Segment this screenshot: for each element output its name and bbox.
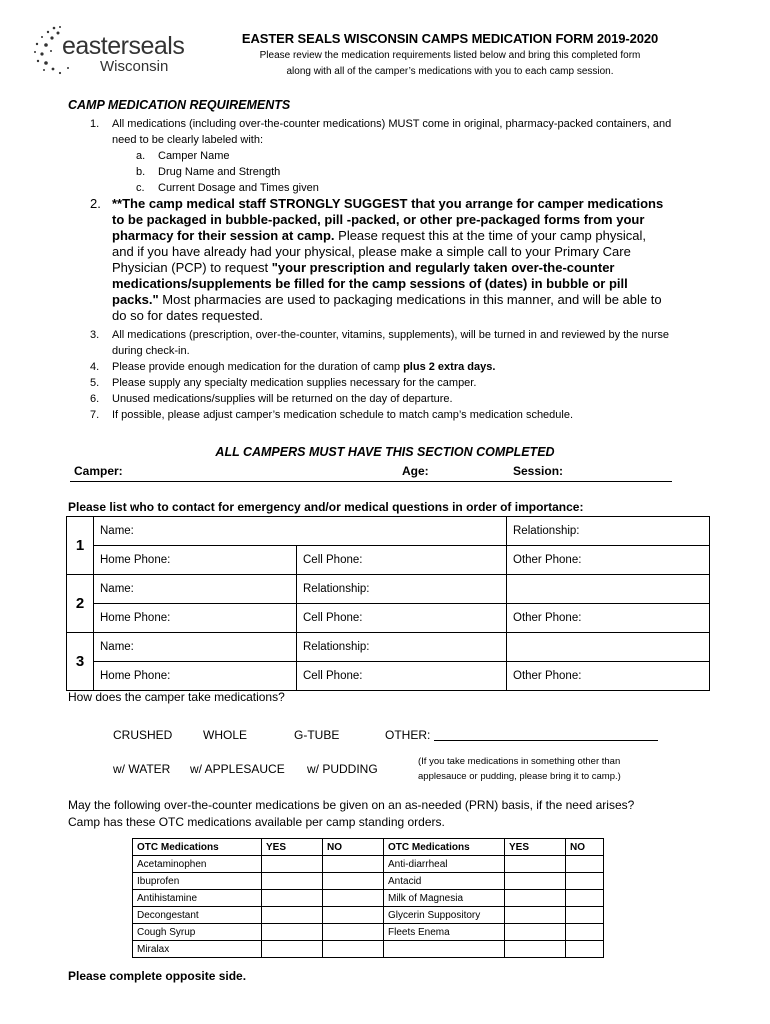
otc-row (133, 856, 604, 873)
otc-header-row (133, 839, 604, 856)
contact-1-row-a (67, 517, 710, 546)
otc-no-cell[interactable] (323, 941, 384, 958)
req-2-line-7 (112, 292, 662, 308)
other-input-line[interactable] (434, 740, 658, 741)
otc-no-cell[interactable] (566, 856, 604, 873)
contact-1-cell-phone[interactable]: Cell Phone: (297, 546, 507, 575)
subtitle-line-2: along with all of the camper’s medications with you to each camp session. (286, 66, 614, 77)
otc-med-right: Anti-diarrheal (384, 856, 505, 873)
otc-yes-cell[interactable] (262, 941, 323, 958)
otc-med-left: Decongestant (133, 907, 262, 924)
option-g-tube[interactable]: G-TUBE (294, 728, 340, 742)
req-5-text: Please supply any specialty medication supplies necessary for the camper. (112, 377, 477, 389)
otc-col-med-right: OTC Medications (384, 839, 505, 856)
contact-3-home-phone[interactable]: Home Phone: (94, 662, 297, 691)
contact-3-row-b (67, 662, 710, 691)
section-heading: ALL CAMPERS MUST HAVE THIS SECTION COMPLETED (215, 445, 555, 459)
otc-row (133, 924, 604, 941)
contact-3-empty[interactable] (507, 633, 710, 662)
note-line-1: (If you take medications in something other than (418, 756, 621, 767)
contact-3-name[interactable]: Name: (94, 633, 297, 662)
age-label: Age: (402, 464, 429, 478)
contact-2-row-b (67, 604, 710, 633)
req-1a-text: Camper Name (158, 150, 230, 162)
req-4-text (112, 359, 495, 375)
otc-col-no-right: NO (566, 839, 604, 856)
req-6-num: 6. (90, 393, 100, 405)
req-2-line-4: and if you have already had your physical, please make a simple call to your Primary Care (112, 244, 631, 259)
req-2-line-3-bold: pharmacy for their session at camp. (112, 228, 335, 243)
otc-yes-cell[interactable] (262, 907, 323, 924)
contact-1-name[interactable]: Name: (94, 517, 507, 546)
req-2-line-5-bold: "your prescription and regularly taken over-the-counter (271, 260, 615, 275)
contact-1-home-phone[interactable]: Home Phone: (94, 546, 297, 575)
contact-2-number: 2 (67, 575, 94, 633)
otc-yes-cell[interactable] (505, 924, 566, 941)
note-line-2: applesauce or pudding, please bring it to camp.) (418, 771, 621, 782)
contact-3-other-phone[interactable]: Other Phone: (507, 662, 710, 691)
req-7-num: 7. (90, 409, 100, 421)
otc-no-cell[interactable] (566, 890, 604, 907)
contacts-table (66, 516, 710, 691)
otc-col-no-left: NO (323, 839, 384, 856)
req-1-line-2: need to be clearly labeled with: (112, 134, 264, 146)
req-3-line-2: during check-in. (112, 345, 190, 357)
option-whole[interactable]: WHOLE (203, 728, 248, 742)
otc-question-line-2: Camp has these OTC medications available per camp standing orders. (68, 815, 445, 829)
option-water[interactable]: w/ WATER (113, 762, 171, 776)
otc-yes-cell[interactable] (505, 941, 566, 958)
contact-1-other-phone[interactable]: Other Phone: (507, 546, 710, 575)
otc-yes-cell[interactable] (262, 873, 323, 890)
easterseals-logo (32, 24, 192, 76)
otc-med-right: Glycerin Suppository (384, 907, 505, 924)
otc-no-cell[interactable] (566, 941, 604, 958)
otc-yes-cell[interactable] (505, 890, 566, 907)
otc-yes-cell[interactable] (262, 924, 323, 941)
otc-no-cell[interactable] (323, 890, 384, 907)
req-1b-text: Drug Name and Strength (158, 166, 281, 178)
req-1c-letter: c. (136, 182, 145, 194)
otc-med-left: Antihistamine (133, 890, 262, 907)
req-4-bold: plus 2 extra days. (403, 361, 496, 373)
otc-row (133, 941, 604, 958)
otc-question-line-1: May the following over-the-counter medications be given on an as-needed (PRN) basis, if the need arises? (68, 798, 635, 812)
req-2-line-2: to be packaged in bubble-packed, pill -packed, or other pre-packaged forms from your (112, 212, 645, 227)
contact-2-row-a (67, 575, 710, 604)
contact-1-relationship[interactable]: Relationship: (507, 517, 710, 546)
contact-1-number: 1 (67, 517, 94, 575)
otc-row (133, 907, 604, 924)
otc-no-cell[interactable] (566, 907, 604, 924)
req-2-line-7-bold: packs." (112, 292, 159, 307)
otc-row (133, 890, 604, 907)
otc-no-cell[interactable] (566, 924, 604, 941)
req-2-line-5 (112, 260, 614, 276)
req-1b-letter: b. (136, 166, 146, 178)
otc-yes-cell[interactable] (262, 856, 323, 873)
otc-no-cell[interactable] (323, 907, 384, 924)
otc-yes-cell[interactable] (505, 873, 566, 890)
otc-med-right: Antacid (384, 873, 505, 890)
req-1a-letter: a. (136, 150, 146, 162)
contact-2-cell-phone[interactable]: Cell Phone: (297, 604, 507, 633)
otc-med-left: Ibuprofen (133, 873, 262, 890)
contact-2-empty[interactable] (507, 575, 710, 604)
req-2-line-6: medications/supplements be filled for the camp sessions of (dates) in bubble or pill (112, 276, 628, 291)
otc-table (132, 838, 604, 958)
footer-note: Please complete opposite side. (68, 969, 247, 983)
form-title: EASTER SEALS WISCONSIN CAMPS MEDICATION FORM 2019-2020 (241, 31, 659, 46)
contact-2-home-phone[interactable]: Home Phone: (94, 604, 297, 633)
otc-col-yes-right: YES (505, 839, 566, 856)
req-2-line-5-plain: Physician (PCP) to request (112, 260, 272, 275)
contact-1-row-b (67, 546, 710, 575)
otc-row (133, 873, 604, 890)
otc-no-cell[interactable] (323, 873, 384, 890)
contact-question: Please list who to contact for emergency and/or medical questions in order of importance: (68, 500, 584, 514)
logo-region-text: Wisconsin (100, 58, 169, 75)
option-crushed[interactable]: CRUSHED (113, 728, 173, 742)
req-1-line-1: All medications (including over-the-counter medications) MUST come in original, pharmacy-packed containers, and (112, 118, 672, 130)
req-2-num: 2. (90, 196, 101, 211)
req-1c-text: Current Dosage and Times given (158, 182, 319, 194)
camper-label: Camper: (74, 464, 123, 478)
otc-no-cell[interactable] (566, 873, 604, 890)
session-label: Session: (513, 464, 564, 478)
camper-info-line[interactable] (70, 481, 672, 482)
req-4-num: 4. (90, 361, 100, 373)
req-7-text: If possible, please adjust camper’s medication schedule to match camp’s medication schedule. (112, 409, 574, 421)
otc-med-left: Miralax (133, 941, 262, 958)
contact-3-relationship[interactable]: Relationship: (297, 633, 507, 662)
administration-question: How does the camper take medications? (68, 690, 285, 704)
subtitle-line-1: Please review the medication requirements listed below and bring this completed form (259, 50, 641, 61)
otc-yes-cell[interactable] (505, 856, 566, 873)
otc-no-cell[interactable] (323, 856, 384, 873)
req-2-line-1: **The camp medical staff STRONGLY SUGGEST that you arrange for camper medications (112, 196, 664, 211)
otc-med-right (384, 941, 505, 958)
otc-yes-cell[interactable] (505, 907, 566, 924)
otc-col-med-left: OTC Medications (133, 839, 262, 856)
option-applesauce[interactable]: w/ APPLESAUCE (190, 762, 285, 776)
otc-col-yes-left: YES (262, 839, 323, 856)
req-6-text: Unused medications/supplies will be returned on the day of departure. (112, 393, 453, 405)
contact-2-other-phone[interactable]: Other Phone: (507, 604, 710, 633)
req-3-num: 3. (90, 329, 100, 341)
otc-med-right: Fleets Enema (384, 924, 505, 941)
option-other[interactable]: OTHER: (385, 728, 431, 742)
contact-3-cell-phone[interactable]: Cell Phone: (297, 662, 507, 691)
req-2-line-8: do so for dates requested. (112, 308, 264, 323)
req-3-line-1: All medications (prescription, over-the-counter, vitamins, supplements), will be turned in and reviewed by the nurse (112, 329, 669, 341)
administration-note (418, 754, 621, 784)
req-4-plain: Please provide enough medication for the duration of camp (112, 361, 404, 373)
contact-2-relationship[interactable]: Relationship: (297, 575, 507, 604)
logo-brand-text: easterseals (62, 32, 185, 60)
contact-3-number: 3 (67, 633, 94, 691)
req-1-num: 1. (90, 118, 100, 130)
option-pudding[interactable]: w/ PUDDING (307, 762, 378, 776)
contact-3-row-a (67, 633, 710, 662)
req-5-num: 5. (90, 377, 100, 389)
req-2-line-3-rest: Please request this at the time of your camp physical, (334, 228, 646, 243)
otc-no-cell[interactable] (323, 924, 384, 941)
req-2-line-3 (112, 228, 646, 244)
otc-yes-cell[interactable] (262, 890, 323, 907)
otc-med-left: Acetaminophen (133, 856, 262, 873)
requirements-heading: CAMP MEDICATION REQUIREMENTS (68, 98, 291, 112)
req-2-line-7-rest: Most pharmacies are used to packaging medications in this manner, and will be able to (158, 292, 662, 307)
otc-med-right: Milk of Magnesia (384, 890, 505, 907)
contact-2-name[interactable]: Name: (94, 575, 297, 604)
otc-med-left: Cough Syrup (133, 924, 262, 941)
